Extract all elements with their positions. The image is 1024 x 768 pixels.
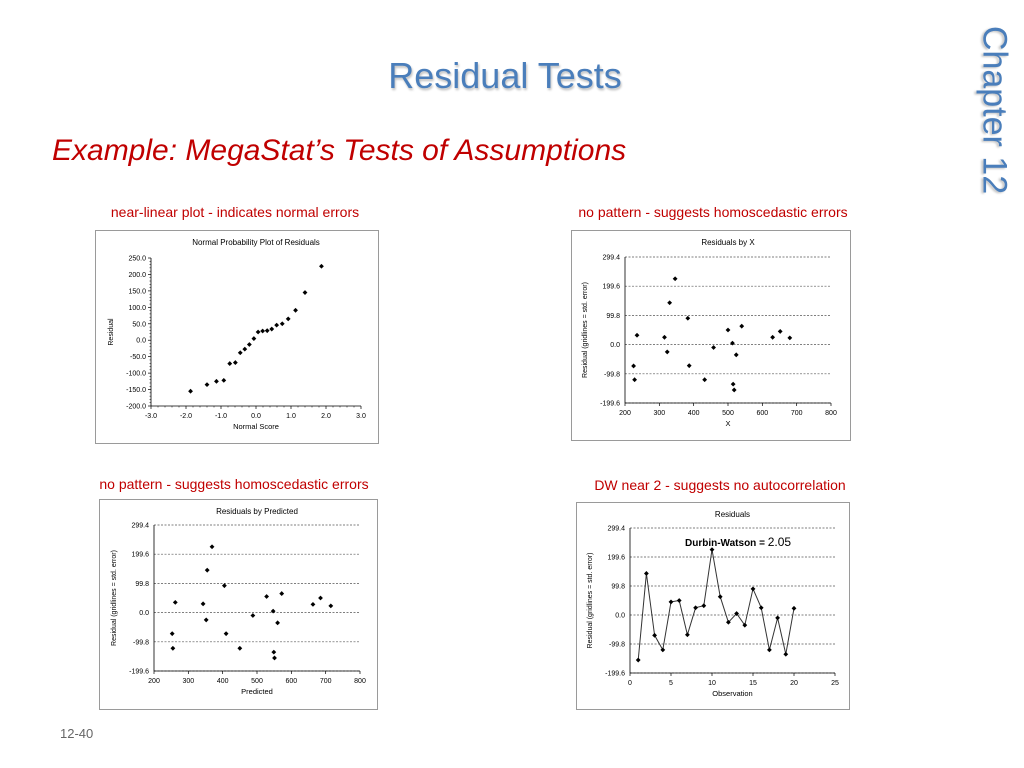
y-tick-label: -50.0: [130, 354, 146, 362]
data-point: [732, 388, 737, 393]
data-point: [222, 583, 227, 588]
y-tick-label: -99.8: [609, 641, 625, 649]
data-point: [275, 620, 280, 625]
data-point: [201, 601, 206, 606]
chart-title: Normal Probability Plot of Residuals: [192, 238, 320, 247]
data-point: [274, 323, 279, 328]
data-point: [269, 327, 274, 332]
data-point: [210, 544, 215, 549]
caption-durbin-watson: DW near 2 - suggests no autocorrelation: [594, 477, 846, 493]
slide-subtitle: Example: MegaStat’s Tests of Assumptions: [52, 134, 627, 167]
y-axis-label: Residual (gridlines = std. error): [587, 552, 594, 649]
residuals-observation-svg: [577, 503, 849, 709]
data-point: [237, 646, 242, 651]
x-axis-label: Observation: [712, 689, 753, 698]
x-tick-label: 200: [148, 678, 160, 685]
data-point: [280, 321, 285, 326]
y-tick-label: -199.6: [129, 668, 149, 676]
data-point: [318, 596, 323, 601]
x-tick-label: 700: [790, 410, 803, 417]
x-tick-label: 5: [669, 680, 673, 687]
data-point: [233, 360, 238, 365]
data-point: [652, 633, 657, 638]
x-tick-label: 1.0: [286, 413, 296, 420]
data-point: [250, 613, 255, 618]
x-tick-label: 800: [825, 410, 837, 417]
x-tick-label: 600: [285, 678, 298, 685]
data-point: [286, 316, 291, 321]
data-point: [256, 330, 261, 335]
y-tick-label: 299.4: [607, 525, 625, 533]
data-point: [204, 618, 209, 623]
x-tick-label: 3.0: [356, 413, 366, 420]
x-tick-label: 400: [687, 410, 700, 417]
data-point: [669, 600, 674, 605]
data-point: [170, 646, 175, 651]
data-point: [739, 324, 744, 329]
y-tick-label: 200.0: [128, 271, 146, 279]
x-tick-label: -1.0: [214, 413, 228, 420]
x-tick-label: 500: [722, 410, 734, 417]
x-tick-label: 0: [628, 680, 632, 687]
y-tick-label: -99.8: [604, 371, 620, 379]
x-tick-label: 2.0: [321, 413, 331, 420]
durbin-watson-annotation: [685, 535, 791, 549]
series-line: [638, 550, 794, 660]
data-point: [662, 335, 667, 340]
data-point: [631, 364, 636, 369]
y-tick-label: -150.0: [126, 387, 146, 395]
data-point: [685, 632, 690, 637]
y-tick-label: 299.4: [602, 254, 620, 262]
y-axis-label: Residual: [108, 318, 115, 346]
data-point: [303, 290, 308, 295]
x-tick-label: 10: [708, 680, 716, 687]
data-point: [214, 379, 219, 384]
x-tick-label: 600: [756, 410, 769, 417]
durbin-watson-label: Durbin-Watson =: [685, 538, 768, 549]
x-tick-label: -3.0: [144, 413, 158, 420]
x-tick-label: 0.0: [251, 413, 261, 420]
data-point: [718, 594, 723, 599]
chart-residuals-by-x: [571, 230, 851, 441]
y-tick-label: 0.0: [136, 337, 146, 345]
data-point: [731, 382, 736, 387]
data-point: [293, 308, 298, 313]
y-tick-label: 199.6: [607, 554, 625, 562]
chart-residuals-observation: [576, 502, 850, 710]
data-point: [224, 631, 229, 636]
data-point: [636, 658, 641, 663]
residuals-by-x-svg: [572, 231, 850, 440]
data-point: [787, 335, 792, 340]
y-tick-label: -200.0: [126, 403, 146, 411]
x-axis-label: Predicted: [241, 687, 273, 696]
data-point: [635, 333, 640, 338]
x-tick-label: 800: [354, 678, 366, 685]
data-point: [665, 350, 670, 355]
data-point: [673, 276, 678, 281]
y-tick-label: 0.0: [610, 342, 620, 350]
x-axis-label: Normal Score: [233, 422, 279, 431]
x-axis-label: X: [725, 419, 731, 428]
data-point: [685, 316, 690, 321]
data-point: [251, 336, 256, 341]
data-point: [311, 602, 316, 607]
data-point: [792, 606, 797, 611]
slide-title: Residual Tests: [388, 55, 622, 96]
x-tick-label: 700: [319, 678, 332, 685]
data-point: [644, 571, 649, 576]
y-tick-label: 0.0: [615, 612, 625, 620]
residuals-by-predicted-svg: [100, 500, 377, 709]
data-point: [660, 647, 665, 652]
chart-title: Residuals by X: [701, 238, 755, 247]
y-axis-label: Residual (gridlines = std. error): [582, 282, 589, 378]
data-point: [778, 329, 783, 334]
caption-residuals-by-predicted: no pattern - suggests homoscedastic errors: [99, 476, 369, 492]
data-point: [188, 389, 193, 394]
caption-residuals-by-x: no pattern - suggests homoscedastic errors: [578, 204, 848, 220]
x-tick-label: 25: [831, 680, 839, 687]
y-tick-label: 99.8: [135, 580, 149, 588]
data-point: [711, 345, 716, 350]
chart-normal-probability: [95, 230, 379, 444]
normal-probability-svg: [96, 231, 378, 443]
data-point: [767, 647, 772, 652]
y-tick-label: 199.6: [131, 551, 149, 559]
chart-title: Residuals: [714, 510, 751, 519]
data-point: [751, 586, 756, 591]
data-point: [265, 328, 270, 333]
x-tick-label: 300: [182, 678, 195, 685]
y-tick-label: -199.6: [600, 400, 620, 408]
data-point: [677, 598, 682, 603]
y-tick-label: -99.8: [133, 639, 149, 647]
data-point: [173, 600, 178, 605]
chart-title: Residuals by Predicted: [216, 507, 298, 516]
data-point: [759, 605, 764, 610]
x-tick-label: 500: [251, 678, 263, 685]
data-point: [205, 568, 210, 573]
x-tick-label: -2.0: [179, 413, 193, 420]
x-tick-label: 200: [619, 410, 631, 417]
data-point: [702, 377, 707, 382]
y-tick-label: -100.0: [126, 370, 146, 378]
x-tick-label: 300: [653, 410, 666, 417]
y-axis-label: Residual (gridlines = std. error): [111, 550, 118, 646]
data-point: [328, 603, 333, 608]
data-point: [242, 347, 247, 352]
y-tick-label: 250.0: [128, 255, 146, 263]
data-point: [272, 656, 277, 661]
y-tick-label: 100.0: [128, 304, 146, 312]
caption-normal-plot: near-linear plot - indicates normal errors: [110, 204, 360, 220]
y-tick-label: 0.0: [139, 610, 149, 618]
data-point: [260, 329, 265, 334]
data-point: [687, 363, 692, 368]
y-tick-label: 50.0: [132, 321, 146, 329]
durbin-watson-value: 2.05: [767, 535, 792, 549]
y-tick-label: 150.0: [128, 288, 146, 296]
y-tick-label: -199.6: [605, 670, 625, 678]
data-point: [701, 603, 706, 608]
data-point: [770, 335, 775, 340]
data-point: [227, 361, 232, 366]
data-point: [775, 616, 780, 621]
data-point: [271, 650, 276, 655]
data-point: [693, 605, 698, 610]
data-point: [667, 300, 672, 305]
data-point: [632, 377, 637, 382]
chart-residuals-by-predicted: [99, 499, 378, 710]
slide-number: 12-40: [60, 726, 94, 741]
data-point: [319, 264, 324, 269]
data-point: [726, 328, 731, 333]
data-point: [170, 631, 175, 636]
y-tick-label: 199.6: [602, 283, 620, 291]
data-point: [734, 352, 739, 357]
chapter-label: Chapter 12: [975, 25, 1014, 195]
y-tick-label: 99.8: [606, 312, 620, 320]
data-point: [264, 594, 269, 599]
y-tick-label: 99.8: [611, 583, 625, 591]
data-point: [221, 378, 226, 383]
data-point: [279, 591, 284, 596]
data-point: [247, 342, 252, 347]
x-tick-label: 20: [790, 680, 798, 687]
data-point: [238, 350, 243, 355]
data-point: [205, 382, 210, 387]
x-tick-label: 15: [749, 680, 757, 687]
x-tick-label: 400: [216, 678, 229, 685]
data-point: [783, 652, 788, 657]
y-tick-label: 299.4: [131, 522, 149, 530]
